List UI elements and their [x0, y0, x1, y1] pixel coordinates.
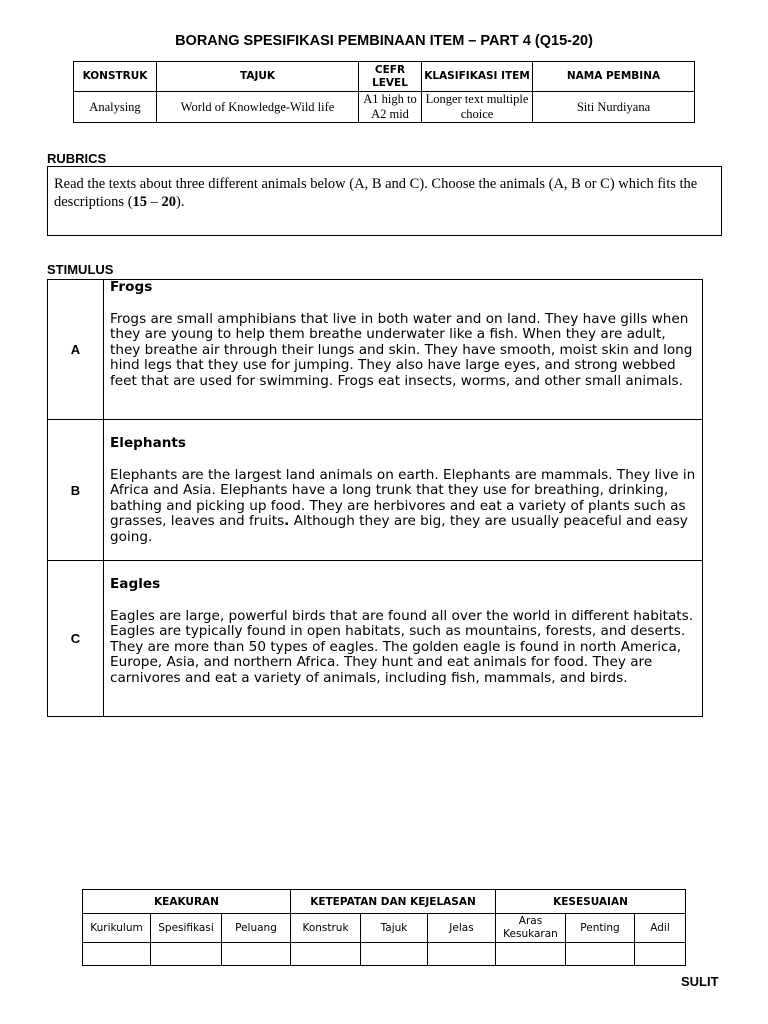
rubrics-box — [47, 166, 722, 236]
column-kurikulum: Kurikulum — [83, 914, 151, 943]
passage-text: Frogs are small amphibians that live in both water and on land. They have gills when they are young to help them breathe underwater like a fish. When they are adult, they breathe air through their lungs and skin. They have smooth, moist skin and long hind legs that they use for jumping. They also have large eyes, and strong webbed feet that are used for swimming. Frogs eat insects, worms, and other small animals. — [110, 310, 693, 389]
column-aras-kesukaran: Aras Kesukaran — [496, 914, 566, 943]
passage-bold-period: . — [284, 513, 290, 530]
passage-text: Eagles are large, powerful birds that are found all over the world in different habitats. Eagles are typically found in open habitats, such as mountains, forests, and deserts. They are more than 50 types of eagles. The golden eagle is found in north America, Europe, Asia, and northern Africa. They hunt and eat animals for food. They are carnivores and eat a variety of animals, including fish, mammals, and birds. — [110, 607, 694, 686]
stimulus-row — [48, 280, 703, 420]
footer-classification: SULIT — [681, 974, 719, 989]
entry-cell[interactable] — [291, 943, 361, 966]
value-nama-pembina: Siti Nurdiyana — [533, 92, 695, 123]
info-header-row — [74, 62, 695, 92]
evaluation-entry-row — [83, 943, 686, 966]
stimulus-row — [48, 561, 703, 717]
value-konstruk: Analysing — [74, 92, 157, 123]
passage-heading: Frogs — [110, 279, 153, 295]
entry-cell[interactable] — [635, 943, 686, 966]
evaluation-column-row — [83, 914, 686, 943]
page-title: BORANG SPESIFIKASI PEMBINAAN ITEM – PART 4 (Q15-20) — [175, 33, 593, 49]
value-tajuk: World of Knowledge-Wild life — [157, 92, 359, 123]
header-nama-pembina: NAMA PEMBINA — [533, 62, 695, 92]
value-cefr-level: A1 high to A2 mid — [359, 92, 422, 123]
group-kesesuaian: KESESUAIAN — [496, 890, 686, 914]
info-value-row — [74, 92, 695, 123]
passage-heading: Elephants — [110, 435, 187, 451]
column-tajuk: Tajuk — [361, 914, 428, 943]
stimulus-label: STIMULUS — [47, 262, 114, 277]
stimulus-passage — [104, 420, 703, 561]
entry-cell[interactable] — [222, 943, 291, 966]
entry-cell[interactable] — [566, 943, 635, 966]
header-tajuk: TAJUK — [157, 62, 359, 92]
column-peluang: Peluang — [222, 914, 291, 943]
rubrics-label: RUBRICS — [47, 151, 107, 166]
rubrics-range-end: 20 — [161, 194, 177, 210]
value-klasifikasi-item: Longer text multiple choice — [422, 92, 533, 123]
stimulus-passage — [104, 280, 703, 420]
entry-cell[interactable] — [428, 943, 496, 966]
passage-heading: Eagles — [110, 576, 161, 592]
stimulus-letter: C — [48, 561, 104, 717]
column-jelas: Jelas — [428, 914, 496, 943]
rubrics-text: Read the texts about three different animals below (A, B and C). Choose the animals (A, B or C) which fits the descriptions ( — [54, 176, 698, 210]
entry-cell[interactable] — [496, 943, 566, 966]
group-keakuran: KEAKURAN — [83, 890, 291, 914]
stimulus-letter: B — [48, 420, 104, 561]
entry-cell[interactable] — [83, 943, 151, 966]
passage-text: Elephants are the largest land animals on earth. Elephants are mammals. They live in Africa and Asia. Elephants have a long trunk that they use for breathing, drinking, bathing and picking up food. They are herbivores and eat a variety of plants such as grasses, leaves and fruits — [110, 466, 696, 530]
evaluation-group-row — [83, 890, 686, 914]
header-klasifikasi-item: KLASIFIKASI ITEM — [422, 62, 533, 92]
stimulus-row — [48, 420, 703, 561]
evaluation-table — [82, 889, 686, 966]
rubrics-range-dash: – — [147, 194, 162, 210]
header-konstruk: KONSTRUK — [74, 62, 157, 92]
stimulus-passage — [104, 561, 703, 717]
passage-text-end: Although they are big, they are usually peaceful and easy going. — [110, 513, 688, 545]
stimulus-table — [47, 279, 703, 717]
column-penting: Penting — [566, 914, 635, 943]
entry-cell[interactable] — [151, 943, 222, 966]
group-ketepatan-dan-kejelasan: KETEPATAN DAN KEJELASAN — [291, 890, 496, 914]
column-adil: Adil — [635, 914, 686, 943]
item-info-table — [73, 61, 695, 123]
rubrics-text-end: ). — [176, 194, 185, 210]
column-konstruk: Konstruk — [291, 914, 361, 943]
entry-cell[interactable] — [361, 943, 428, 966]
rubrics-range-start: 15 — [132, 194, 148, 210]
stimulus-letter: A — [48, 280, 104, 420]
column-spesifikasi: Spesifikasi — [151, 914, 222, 943]
header-cefr-level: CEFR LEVEL — [359, 62, 422, 92]
